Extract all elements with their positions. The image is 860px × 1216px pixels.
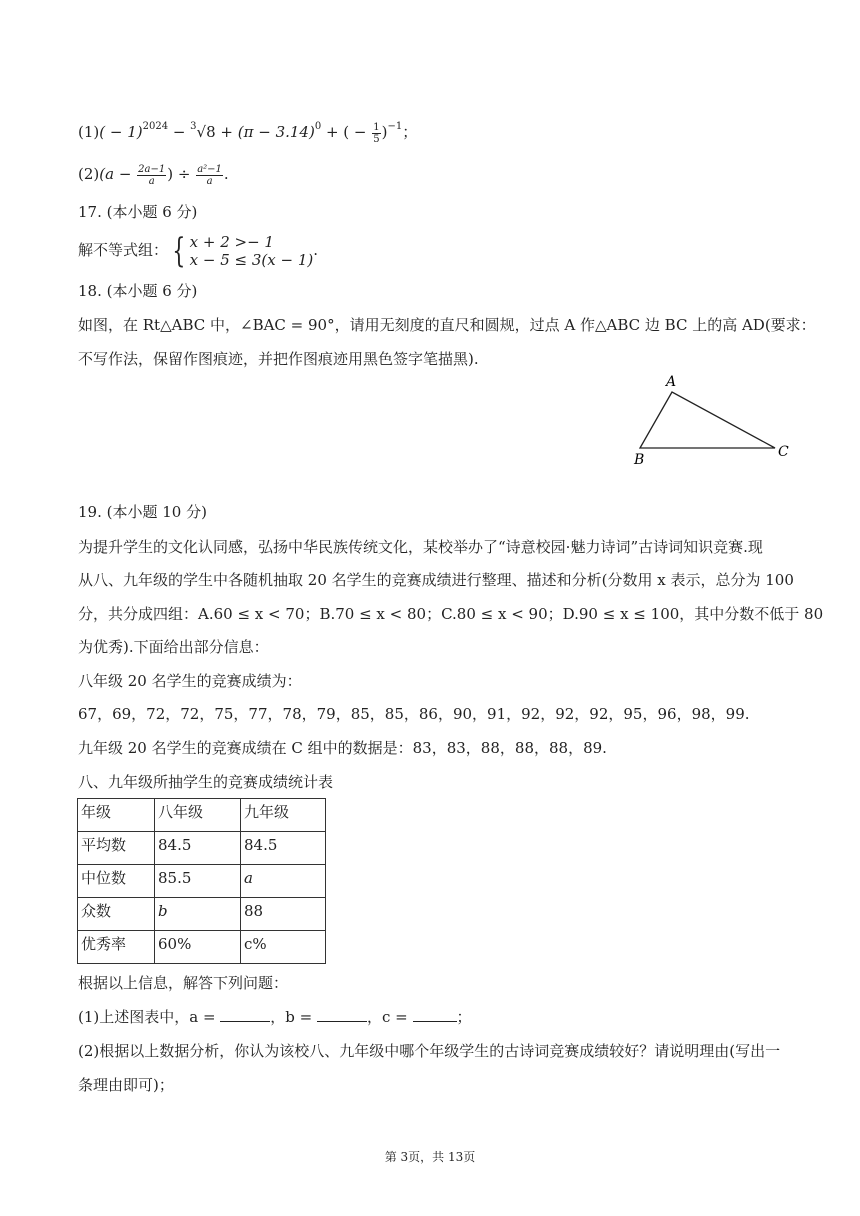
- answer-blank-c[interactable]: [413, 1007, 457, 1022]
- q16-p1-exp-neg1: −1: [387, 121, 403, 132]
- q16-p2-frac2-num: a²−1: [197, 163, 222, 175]
- q16-part2: [78, 163, 229, 187]
- table-row: [78, 832, 326, 865]
- q16-part1: [78, 116, 417, 145]
- table-cell: 平均数: [78, 832, 155, 865]
- table-cell: b: [155, 898, 241, 931]
- triangle-figure: [620, 370, 800, 470]
- q19-sub2-line2: 条理由即可)；: [78, 1076, 174, 1094]
- q16-p1-exp0: 0: [314, 121, 322, 132]
- table-row: [78, 865, 326, 898]
- q16-p2-frac1-den: a: [148, 175, 155, 187]
- q19-table-title: 八、九年级所抽学生的竞赛成绩统计表: [78, 773, 334, 791]
- q16-p1-pi-term: + (π − 3.14): [215, 123, 315, 141]
- page-footer: 第 3页，共 13页: [384, 1150, 476, 1164]
- q16-p1-minus: −: [168, 123, 191, 141]
- table-header-cell: 八年级: [155, 799, 241, 832]
- q16-p2-fraction2: [196, 164, 223, 187]
- table-header-cell: 年级: [78, 799, 155, 832]
- q16-p1-end: ；: [402, 123, 418, 141]
- q19-sub2-line1: (2)根据以上数据分析，你认为该校八、九年级中哪个年级学生的古诗词竞赛成绩较好？请说明理由(写出一: [78, 1042, 781, 1060]
- q16-p1-radicand: √8: [196, 123, 216, 141]
- q17-prompt: 解不等式组：: [78, 241, 169, 259]
- q19-sub1: [78, 1006, 472, 1028]
- q19-sub1-c-label: ，c =: [367, 1008, 413, 1026]
- q17-ineq1: x + 2 >− 1: [189, 233, 274, 251]
- q18-header: 18. (本小题 6 分): [78, 282, 198, 300]
- q16-p2-fraction1: [137, 164, 166, 187]
- q16-p1-label: (1): [78, 123, 100, 141]
- q16-p1-exp: 2024: [142, 121, 169, 132]
- q19-grade8-scores: 67，69，72，72，75，77，78，79，85，85，86，90，91，92，92，92，95，96，98，99.: [78, 705, 750, 723]
- q16-p1-root-index: 3: [190, 121, 197, 132]
- answer-blank-a[interactable]: [220, 1007, 270, 1022]
- q16-p1-base: ( − 1): [99, 123, 143, 141]
- brace-icon: {: [172, 231, 186, 271]
- q17-ineq2: x − 5 ≤ 3(x − 1): [189, 251, 314, 269]
- label-b: B: [634, 452, 645, 468]
- q16-p2-divide: ) ÷: [167, 165, 196, 183]
- q16-p1-frac-num: 1: [373, 121, 380, 133]
- q19-intro4: 为优秀).下面给出部分信息：: [78, 638, 269, 656]
- q19-grade9-c: 九年级 20 名学生的竞赛成绩在 C 组中的数据是：83，83，88，88，88，89.: [78, 739, 607, 757]
- q18-line2: 不写作法，保留作图痕迹，并把作图痕迹用黑色签字笔描黑).: [78, 350, 479, 368]
- q16-p2-frac1-num: 2a−1: [138, 163, 166, 175]
- q19-after-table: 根据以上信息，解答下列问题：: [78, 974, 289, 992]
- q19-intro1: 为提升学生的文化认同感，弘扬中华民族传统文化，某校举办了“诗意校园·魅力诗词”古诗词知识竞赛.现: [78, 538, 763, 556]
- q17-header: 17. (本小题 6 分): [78, 203, 198, 221]
- q19-grade8-title: 八年级 20 名学生的竞赛成绩为：: [78, 672, 302, 690]
- table-header-cell: 九年级: [241, 799, 326, 832]
- table-cell: 84.5: [241, 832, 326, 865]
- triangle-abc: [640, 392, 775, 448]
- q19-intro3: 分，共分成四组：A.60 ≤ x < 70；B.70 ≤ x < 80；C.80 ≤ x < 90；D.90 ≤ x ≤ 100，其中分数不低于 80: [78, 605, 824, 623]
- q16-p1-frac-den: 5: [373, 133, 380, 145]
- table-row: [78, 931, 326, 964]
- q19-header: 19. (本小题 10 分): [78, 503, 207, 521]
- q16-p1-close: ): [381, 123, 388, 141]
- q16-p2-label: (2): [78, 165, 100, 183]
- table-cell: 88: [241, 898, 326, 931]
- q18-line1: 如图，在 Rt△ABC 中，∠BAC = 90°，请用无刻度的直尺和圆规，过点 A 作△ABC 边 BC 上的高 AD(要求：: [78, 316, 816, 334]
- q17-end: .: [313, 241, 319, 259]
- table-cell: 众数: [78, 898, 155, 931]
- q19-intro2: 从八、九年级的学生中各随机抽取 20 名学生的竞赛成绩进行整理、描述和分析(分数用 x 表示，总分为 100: [78, 571, 794, 589]
- table-cell: c%: [241, 931, 326, 964]
- table-cell: a: [241, 865, 326, 898]
- q19-sub1-a-label: (1)上述图表中，a =: [78, 1008, 221, 1026]
- q16-p2-open: (a −: [99, 165, 137, 183]
- label-c: C: [778, 444, 789, 460]
- q19-sub1-b-label: ，b =: [270, 1008, 318, 1026]
- table-cell: 84.5: [155, 832, 241, 865]
- q17-system: [78, 232, 318, 269]
- table-cell: 中位数: [78, 865, 155, 898]
- stats-table: [77, 798, 326, 964]
- label-a: A: [666, 374, 677, 390]
- table-row: [78, 898, 326, 931]
- answer-blank-b[interactable]: [317, 1007, 367, 1022]
- q16-p2-end: .: [223, 165, 229, 183]
- table-cell: 优秀率: [78, 931, 155, 964]
- q16-p1-fraction: [372, 122, 380, 145]
- q19-sub1-end: ；: [456, 1008, 472, 1026]
- table-header-row: [78, 799, 326, 832]
- q16-p2-frac2-den: a: [206, 175, 213, 187]
- table-cell: 60%: [155, 931, 241, 964]
- table-cell: 85.5: [155, 865, 241, 898]
- q17-inequalities: [190, 233, 314, 269]
- q16-p1-plus2: + ( −: [321, 123, 372, 141]
